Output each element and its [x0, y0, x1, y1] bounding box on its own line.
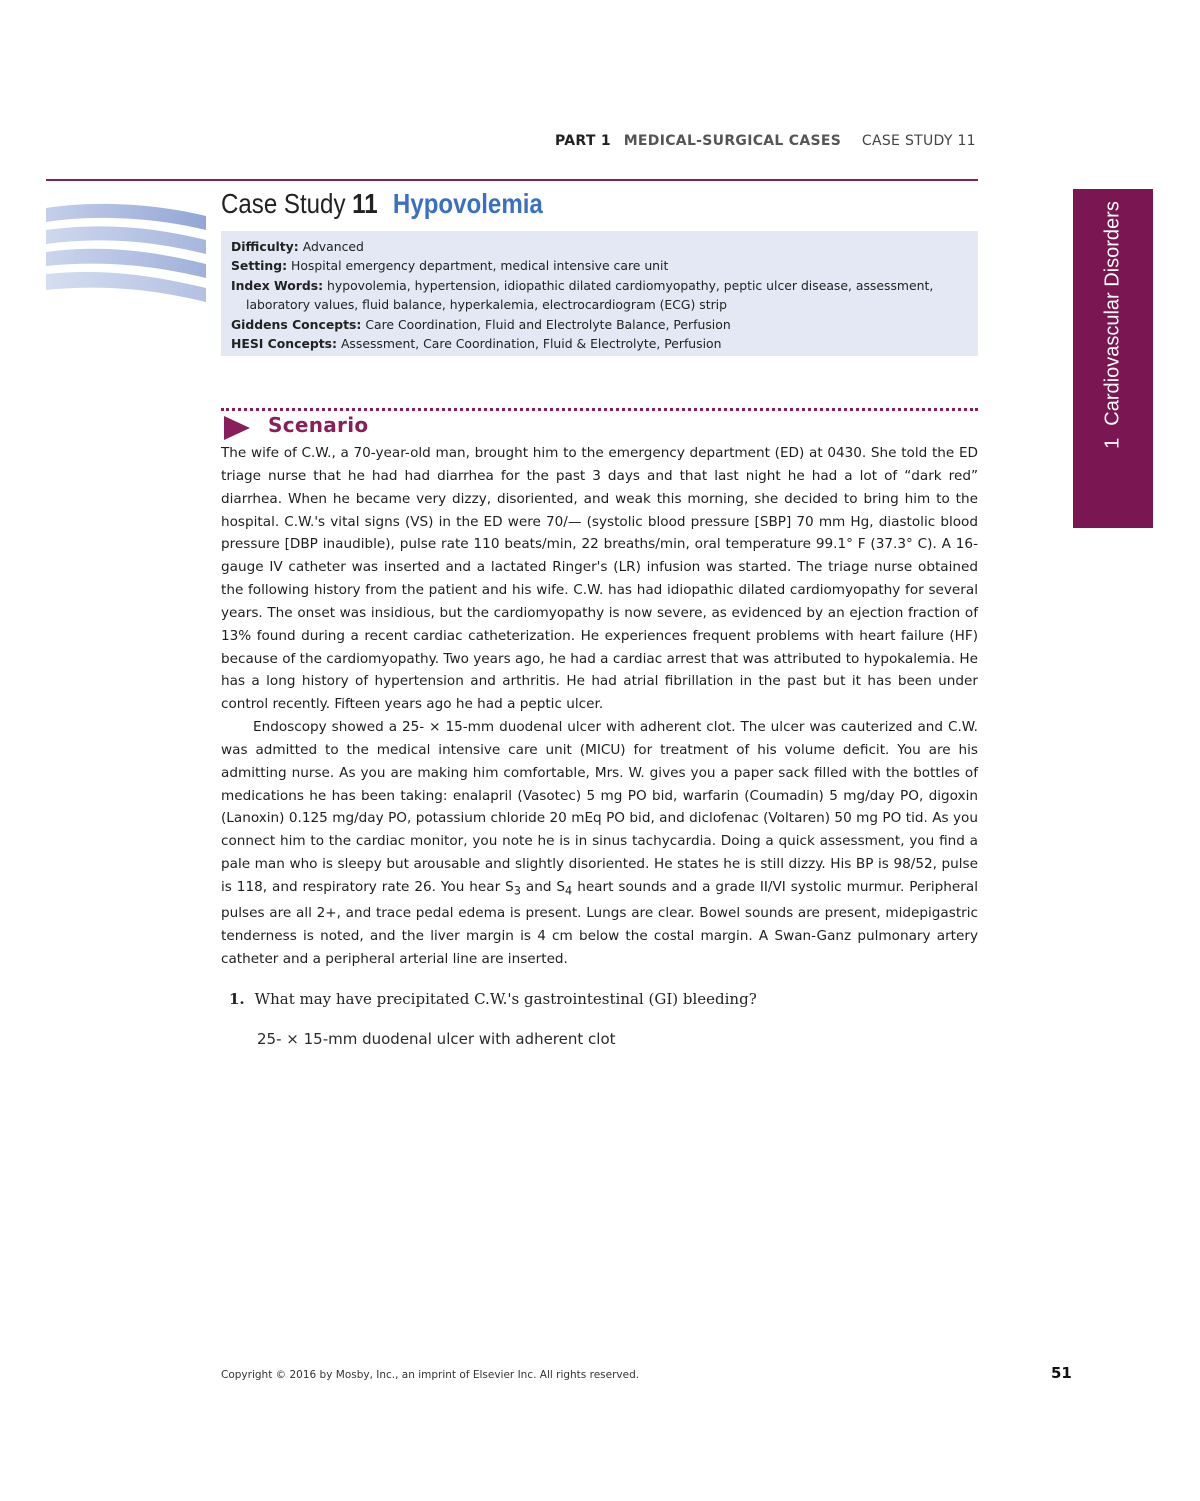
case-study-title: [221, 188, 543, 220]
title-number: 11: [352, 188, 378, 219]
index-words-row: Index Words: hypovolemia, hypertension, idiopathic dilated cardiomyopathy, peptic ulcer disease, assessment,: [231, 277, 934, 293]
scenario-arrow-icon: [224, 416, 250, 440]
index-words-continuation: laboratory values, fluid balance, hyperkalemia, electrocardiogram (ECG) strip: [246, 297, 727, 313]
index-words-value: hypovolemia, hypertension, idiopathic dilated cardiomyopathy, peptic ulcer disease, assessment,: [327, 277, 934, 293]
answer-1: 25- × 15-mm duodenal ulcer with adherent clot: [257, 1030, 616, 1048]
difficulty-value: Advanced: [302, 239, 364, 254]
chapter-number: 1: [1101, 437, 1124, 449]
hesi-concepts-row: HESI Concepts: Assessment, Care Coordination, Fluid & Electrolyte, Perfusion: [231, 336, 722, 352]
difficulty-row: Difficulty: Advanced: [231, 239, 364, 254]
giddens-concepts-row: Giddens Concepts: Care Coordination, Fluid and Electrolyte Balance, Perfusion: [231, 316, 731, 332]
title-prefix: Case Study: [221, 188, 346, 219]
running-header: [555, 133, 976, 149]
header-rule: [46, 179, 978, 181]
setting-row: Setting: Hospital emergency department, medical intensive care unit: [231, 258, 669, 274]
giddens-concepts-value: Care Coordination, Fluid and Electrolyte Balance, Perfusion: [365, 316, 731, 332]
chapter-title: Cardiovascular Disorders: [1101, 201, 1124, 426]
scenario-paragraph-2: Endoscopy showed a 25- × 15-mm duodenal ulcer with adherent clot. The ulcer was cauterized and C.W. was admitted to the medical intensive care unit (MICU) for treatment of his volume deficit. You are his admitting nurse. As you are making him comfortable, Mrs. W. gives you a paper sack filled with the bottles of medications he has been taking: enalapril (Vasotec) 5 mg PO bid, warfarin (Coumadin) 5 mg/day PO, digoxin (Lanoxin) 0.125 mg/day PO, potassium chloride 20 mEq PO bid, and diclofenac (Voltaren) 50 mg PO tid. As you connect him to the cardiac monitor, you note he is in sinus tachycardia. Doing a quick assessment, you find a pale man who is sleepy but arousable and slightly disoriented. He states he is still dizzy. His BP is 98/52, pulse is 118, and respiratory rate 26. You hear $S_3$ and $S_4$ heart sounds and a grade II/VI systolic murmur. Peripheral pulses are all 2+, and trace pedal edema is present. Lungs are clear. Bowel sounds are present, midepigastric tenderness is noted, and the liver margin is 4 cm below the costal margin. A Swan-Ganz pulmonary artery catheter and a peripheral arterial line are inserted.: [221, 719, 978, 968]
case-reference: CASE STUDY 11: [861, 133, 976, 149]
hesi-concepts-value: Assessment, Care Coordination, Fluid & Electrolyte, Perfusion: [340, 336, 722, 352]
question-text: What may have precipitated C.W.'s gastrointestinal (GI) bleeding?: [254, 990, 757, 1008]
scenario-divider: [221, 408, 978, 411]
question-number: 1.: [229, 990, 245, 1008]
chapter-side-label: [1102, 201, 1125, 449]
page-number: 51: [1051, 1364, 1072, 1382]
question-1: [229, 990, 757, 1008]
setting-value: Hospital emergency department, medical intensive care unit: [291, 258, 669, 274]
scenario-heading: Scenario: [268, 413, 369, 437]
decorative-wave-graphic: [46, 200, 206, 304]
s4-subscript: 4: [565, 883, 573, 898]
title-topic: Hypovolemia: [392, 188, 543, 219]
part-label: PART 1: [555, 133, 611, 149]
section-label: MEDICAL-SURGICAL CASES: [623, 133, 842, 149]
case-info-box: [221, 231, 978, 356]
scenario-paragraph-1: The wife of C.W., a 70-year-old man, brought him to the emergency department (ED) at 0430. She told the ED triage nurse that he had had diarrhea for the past 3 days and that last night he had a lot of “dark red” diarrhea. When he became very dizzy, disoriented, and weak this morning, she decided to bring him to the hospital. C.W.'s vital signs (VS) in the ED were 70/— (systolic blood pressure [SBP] 70 mm Hg, diastolic blood pressure [DBP inaudible), pulse rate 110 beats/min, 22 breaths/min, oral temperature 99.1° F (37.3° C). A 16-gauge IV catheter was inserted and a lactated Ringer's (LR) infusion was started. The triage nurse obtained the following history from the patient and his wife. C.W. has had idiopathic dilated cardiomyopathy for several years. The onset was insidious, but the cardiomyopathy is now severe, as evidenced by an ejection fraction of 13% found during a recent cardiac catheterization. He experiences frequent problems with heart failure (HF) because of the cardiomyopathy. Two years ago, he had a cardiac arrest that was attributed to hypokalemia. He has a long history of hypertension and arthritis. He had atrial fibrillation in the past but it has been under control recently. Fifteen years ago he had a peptic ulcer.: [221, 445, 978, 713]
s3-subscript: 3: [513, 883, 521, 898]
copyright-footer: Copyright © 2016 by Mosby, Inc., an imprint of Elsevier Inc. All rights reserved.: [221, 1369, 640, 1381]
